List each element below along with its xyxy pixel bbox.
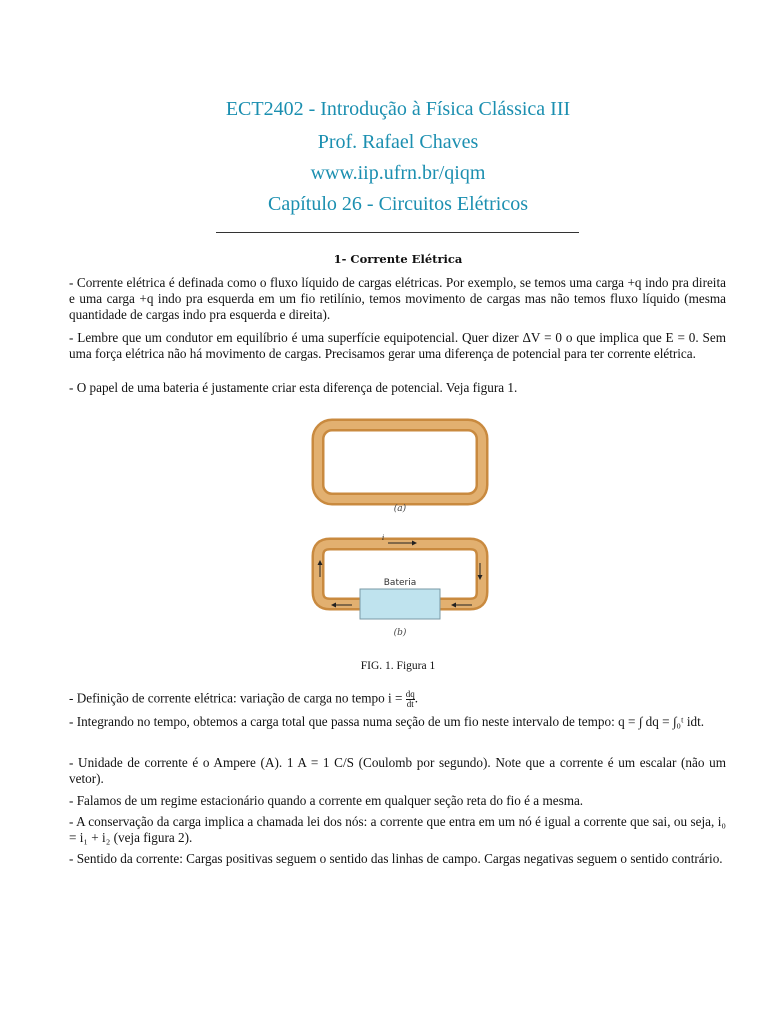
paragraph-steady-state: - Falamos de um regime estacionário quando a corrente em qualquer seção reta do fio é a mesma.	[69, 793, 584, 808]
paragraph-integral: - Integrando no tempo, obtemos a carga total que passa numa seção de um fio neste intervalo de tempo: q = ∫ dq = ∫₀ᵗ idt.	[69, 714, 705, 729]
paragraph-current-formula: - Definição de corrente elétrica: variação de carga no tempo i = $\frac{dq}{dt}$ .	[69, 689, 419, 709]
section-heading: 1- Corrente Elétrica	[333, 252, 463, 266]
paragraph-current-direction: - Sentido da corrente: Cargas positivas seguem o sentido das linhas de campo. Cargas negativas seguem o sentido contrário.	[69, 851, 723, 866]
label-a: (a)	[393, 504, 407, 514]
paragraph-junction-rule: - A conservação da carga implica a chamada lei dos nós: a corrente que entra em um nó é igual a corrente que sai, ou seja, i₀ = i₁ + i₂ (veja figura 2).	[69, 814, 726, 845]
circuit-figure	[300, 413, 500, 643]
current-label-top: i	[382, 534, 385, 542]
wire-loop-a	[318, 425, 482, 499]
course-title: ECT2402 - Introdução à Física Clássica III	[225, 98, 571, 120]
battery	[360, 589, 440, 619]
website-link[interactable]: www.iip.ufrn.br/qiqm	[310, 162, 486, 184]
battery-label: Bateria	[383, 578, 417, 588]
figure-caption: FIG. 1. Figura 1	[360, 660, 436, 672]
paragraph-equipotential: - Lembre que um condutor em equilíbrio é uma superfície equipotencial. Quer dizer ΔV = 0 o que implica que E = 0. Sem uma força elétrica não há movimento de cargas. Precisamos gerar uma diferença de potencial para ter corrente elétrica.	[69, 330, 726, 361]
label-b: (b)	[393, 628, 407, 638]
chapter-title: Capítulo 26 - Circuitos Elétricos	[268, 193, 528, 215]
paragraph-current-definition: - Corrente elétrica é definada como o fluxo líquido de cargas elétricas. Por exemplo, se temos uma carga +q indo pra direita e uma carga +q indo pra esquerda em um fio retilínio, temos movimento de cargas mas não temos fluxo líquido (mesma quantidade de cargas indo pra esquerda e direita).	[69, 275, 726, 322]
paragraph-unit: - Unidade de corrente é o Ampere (A). 1 A = 1 C/S (Coulomb por segundo). Note que a corrente é um escalar (não um vetor).	[69, 755, 726, 786]
professor-name: Prof. Rafael Chaves	[317, 131, 479, 153]
derivative-fraction: $\frac{dq}{dt}$	[405, 689, 415, 709]
header-divider	[216, 232, 579, 233]
paragraph-battery-role: - O papel de uma bateria é justamente criar esta diferença de potencial. Veja figura 1.	[69, 380, 518, 395]
